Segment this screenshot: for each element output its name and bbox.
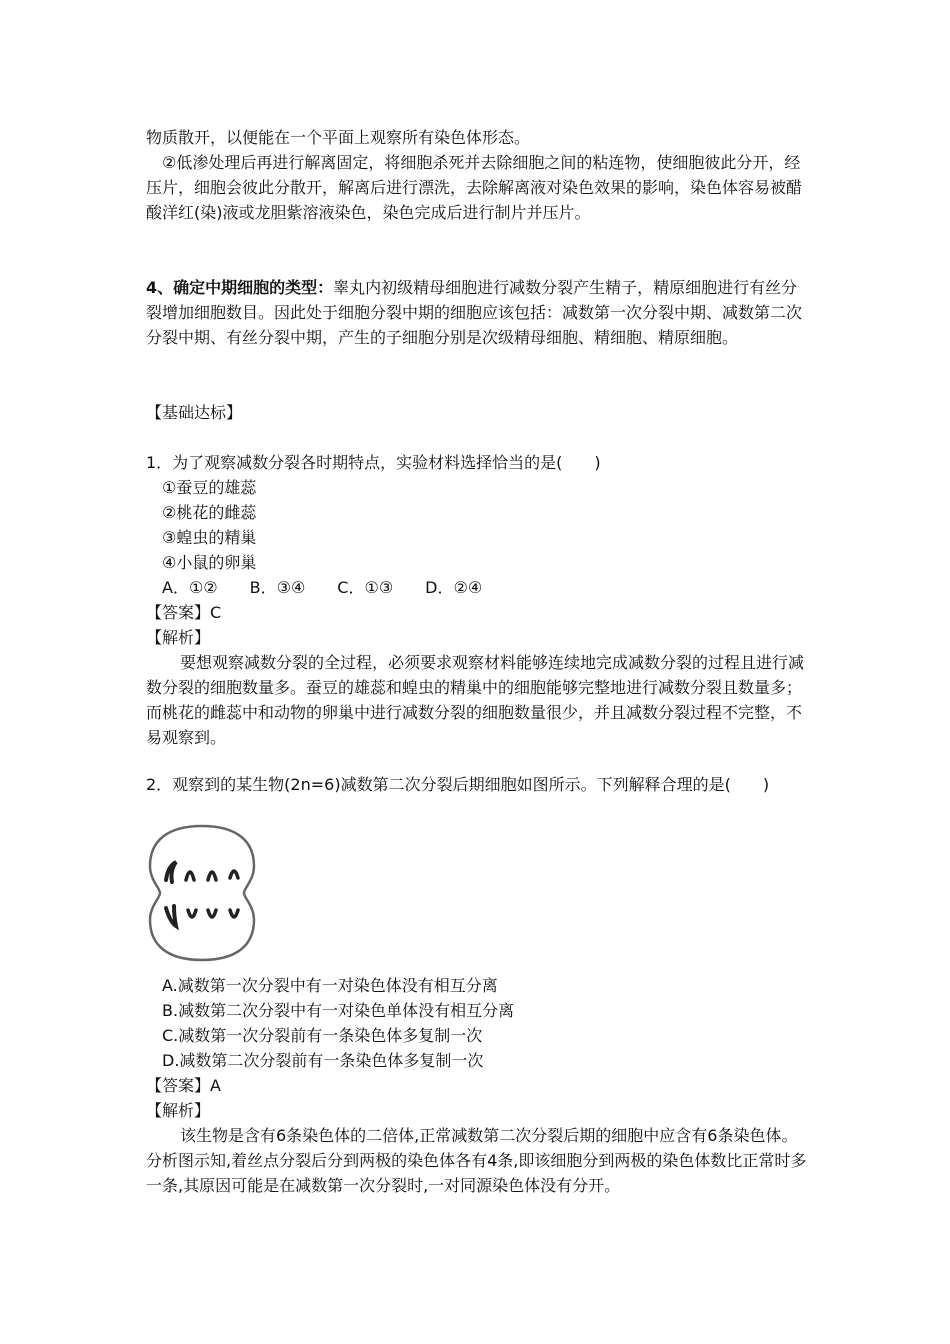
q2-option-b: B.减数第二次分裂中有一对染色单体没有相互分离 xyxy=(162,1001,515,1020)
q1-item: ②桃花的雌蕊 xyxy=(162,503,257,522)
intro-paragraph: ②低渗处理后再进行解离固定，将细胞杀死并去除细胞之间的粘连物，使细胞彼此分开，经压片，细胞会彼此分散开，解离后进行漂洗，去除解离液对染色效果的影响，染色体容易被醋酸洋红(染)液或龙胆紫溶液染色，染色完成后进行制片并压片。 xyxy=(146,153,803,222)
q1-analysis: 要想观察减数分裂的全过程，必须要求观察材料能够连续地完成减数分裂的过程且进行减数分裂的细胞数量多。蚕豆的雄蕊和蝗虫的精巢中的细胞能够完整地进行减数分裂且数量多；而桃花的雌蕊中和动物的卵巢中进行减数分裂的细胞数量很少，并且减数分裂过程不完整，不易观察到。 xyxy=(146,653,805,747)
q2-option-a: A.减数第一次分裂中有一对染色体没有相互分离 xyxy=(162,976,498,995)
q1-stem: 1．为了观察减数分裂各时期特点，实验材料选择恰当的是( ) xyxy=(146,453,601,472)
q1-item: ①蚕豆的雄蕊 xyxy=(162,478,257,497)
question-1 xyxy=(146,450,808,750)
q1-answer: 【答案】C xyxy=(146,603,222,622)
section-4-text: 睾丸内初级精母细胞进行减数分裂产生精子，精原细胞进行有丝分裂增加细胞数目。因此处于细胞分裂中期的细胞应该包括：减数第一次分裂中期、减数第二次分裂中期、有丝分裂中期，产生的子细胞分别是次级精母细胞、精细胞、精原细胞。 xyxy=(146,278,803,347)
section-4 xyxy=(146,275,808,350)
section-4-heading: 4、确定中期细胞的类型： xyxy=(146,278,334,297)
q2-option-c: C.减数第一次分裂前有一条染色体多复制一次 xyxy=(162,1026,483,1045)
q1-choices: A．①② B．③④ C．①③ D．②④ xyxy=(162,578,483,597)
q2-analysis-label: 【解析】 xyxy=(146,1101,211,1120)
q2-stem: 2．观察到的某生物(2n=6)减数第二次分裂后期细胞如图所示。下列解释合理的是( ) xyxy=(146,775,770,794)
question-2-stem xyxy=(146,772,808,797)
q2-option-d: D.减数第二次分裂前有一条染色体多复制一次 xyxy=(162,1051,484,1070)
question-2-body xyxy=(146,973,808,1198)
q1-item: ④小鼠的卵巢 xyxy=(162,553,257,572)
section-title: 【基础达标】 xyxy=(146,403,243,422)
intro-line: 物质散开，以便能在一个平面上观察所有染色体形态。 xyxy=(146,128,531,147)
q2-analysis: 该生物是含有6条染色体的二倍体,正常减数第二次分裂后期的细胞中应含有6条染色体。分析图示知,着丝点分裂后分到两极的染色体各有4条,即该细胞分到两极的染色体数比正常时多一条,其原因可能是在减数第一次分裂时,一对同源染色体没有分开。 xyxy=(146,1126,807,1195)
q2-answer: 【答案】A xyxy=(146,1076,221,1095)
dividing-cell-figure xyxy=(146,822,258,964)
intro-block xyxy=(146,125,808,225)
q1-analysis-label: 【解析】 xyxy=(146,628,211,647)
cell-membrane xyxy=(150,826,254,960)
q1-item: ③蝗虫的精巢 xyxy=(162,528,257,547)
